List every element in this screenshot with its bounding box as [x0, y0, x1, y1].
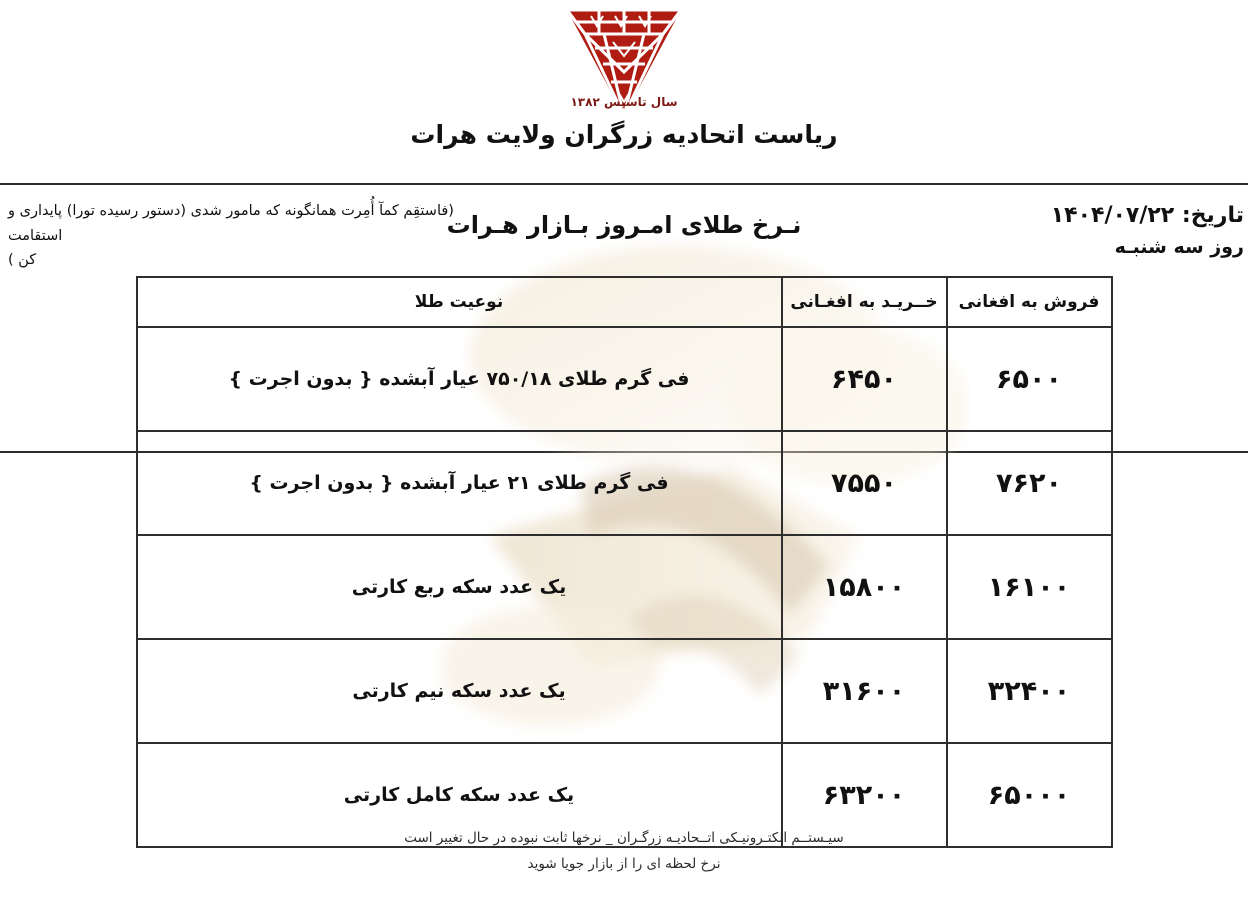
verse-line-1: (فاستقِم کمآ أُمِرت همانگونه که مامور شدی (دستور رسیده تورا) پایداری و استقامت	[8, 203, 454, 244]
date-block	[994, 199, 1244, 263]
document-footer	[0, 826, 1248, 877]
rates-heading: نـرخ طلای امـروز بـازار هـرات	[446, 211, 802, 239]
cell-sell: ۳۲۴۰۰	[947, 639, 1112, 743]
column-header-buy: خــریـد به افغـانی	[782, 277, 947, 327]
table-body	[137, 327, 1112, 847]
cell-sell: ۱۶۱۰۰	[947, 535, 1112, 639]
column-header-sell: فروش به افغانی	[947, 277, 1112, 327]
cell-buy: ۶۴۵۰	[782, 327, 947, 431]
footer-note-line-2: نرخ لحظه ای را از بازار جویا شوید	[527, 855, 721, 872]
cell-type: فی گرم طلای ۲۱ عیار آبشده { بدون اجرت }	[137, 431, 782, 535]
table-header	[137, 277, 1112, 327]
cell-type: یک عدد سکه ربع کارتی	[137, 535, 782, 639]
cell-sell: ۶۵۰۰	[947, 327, 1112, 431]
table-row	[137, 535, 1112, 639]
document-header	[0, 0, 1248, 185]
cell-type: یک عدد سکه کامل کارتی	[137, 743, 782, 847]
table-row	[137, 431, 1112, 535]
table-row	[137, 327, 1112, 431]
foundation-year-caption: سال تاسیس ۱۳۸۲	[570, 95, 678, 109]
cell-buy: ۳۱۶۰۰	[782, 639, 947, 743]
verse-line-2: کن )	[8, 252, 37, 269]
cell-sell: ۷۶۲۰	[947, 431, 1112, 535]
column-header-type: نوعیت طلا	[137, 277, 782, 327]
page-title: ریاست اتحادیه زرگران ولایت هرات	[410, 120, 838, 149]
cell-type: یک عدد سکه نیم کارتی	[137, 639, 782, 743]
cell-buy: ۷۵۵۰	[782, 431, 947, 535]
cell-type: فی گرم طلای ۷۵۰/۱۸ عیار آبشده { بدون اجرت }	[137, 327, 782, 431]
rates-table-area	[0, 276, 1248, 824]
date-label: تاریخ: ۱۴۰۴/۰۷/۲۲	[1050, 203, 1244, 228]
cell-buy: ۶۳۲۰۰	[782, 743, 947, 847]
cell-sell: ۶۵۰۰۰	[947, 743, 1112, 847]
title-band	[0, 185, 1248, 269]
gold-rates-table	[136, 276, 1113, 848]
table-header-row	[137, 277, 1112, 327]
footer-note-line-1: سیـستــم الکتـرونیـکی اتــحادیـه زرگـران _ نرخها ثابت نبوده در حال تغییر است	[404, 830, 844, 846]
table-row	[137, 639, 1112, 743]
cell-buy: ۱۵۸۰۰	[782, 535, 947, 639]
weekday-label: روز سه شنبـه	[1114, 236, 1244, 259]
